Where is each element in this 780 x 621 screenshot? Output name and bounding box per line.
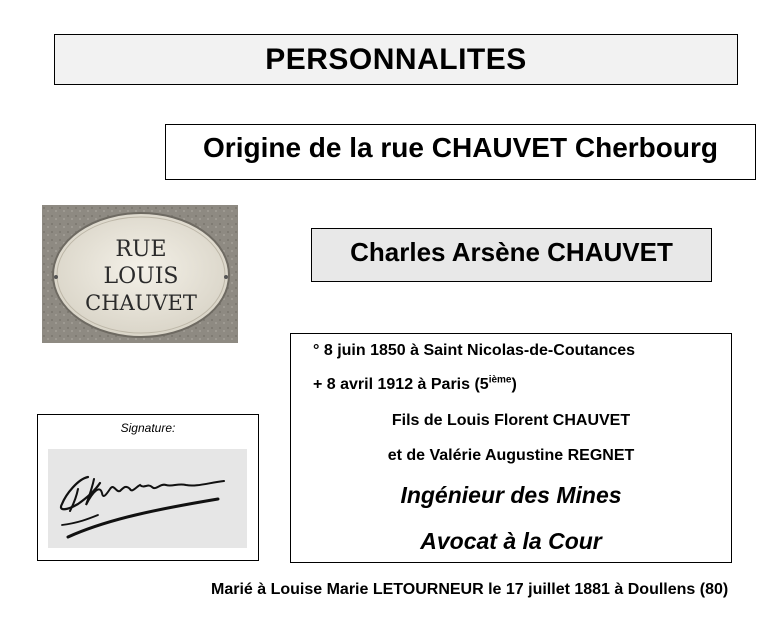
person-name: Charles Arsène CHAUVET (350, 237, 673, 267)
origin-heading: Origine de la rue CHAUVET Cherbourg (203, 132, 718, 163)
death-superscript: ième (488, 374, 512, 386)
title-box (54, 34, 738, 85)
page-title: PERSONNALITES (265, 43, 527, 76)
signature-image (48, 449, 247, 548)
plaque-line-1: RUE (115, 237, 167, 262)
plaque-line-2: LOUIS (103, 264, 179, 289)
plaque-line-3: CHAUVET (85, 291, 197, 315)
screw-right (224, 275, 228, 279)
screw-left (54, 275, 58, 279)
death-line (313, 376, 517, 394)
person-name-box (311, 228, 712, 282)
mother-line: et de Valérie Augustine REGNET (387, 447, 635, 464)
signature-box (37, 414, 259, 561)
death-suffix: ) (511, 376, 517, 393)
role-lawyer: Avocat à la Cour (420, 528, 602, 554)
father-line: Fils de Louis Florent CHAUVET (391, 412, 631, 429)
birth-line: ° 8 juin 1850 à Saint Nicolas-de-Coutances (313, 342, 636, 359)
street-sign-photo (42, 205, 238, 343)
marriage-line: Marié à Louise Marie LETOURNEUR le 17 juillet 1881 à Doullens (80) (211, 581, 729, 598)
death-text: + 8 avril 1912 à Paris (5 (313, 376, 489, 393)
role-engineer: Ingénieur des Mines (400, 482, 622, 508)
signature-label: Signature: (120, 421, 176, 435)
origin-heading-box (165, 124, 756, 180)
info-box (290, 333, 732, 563)
